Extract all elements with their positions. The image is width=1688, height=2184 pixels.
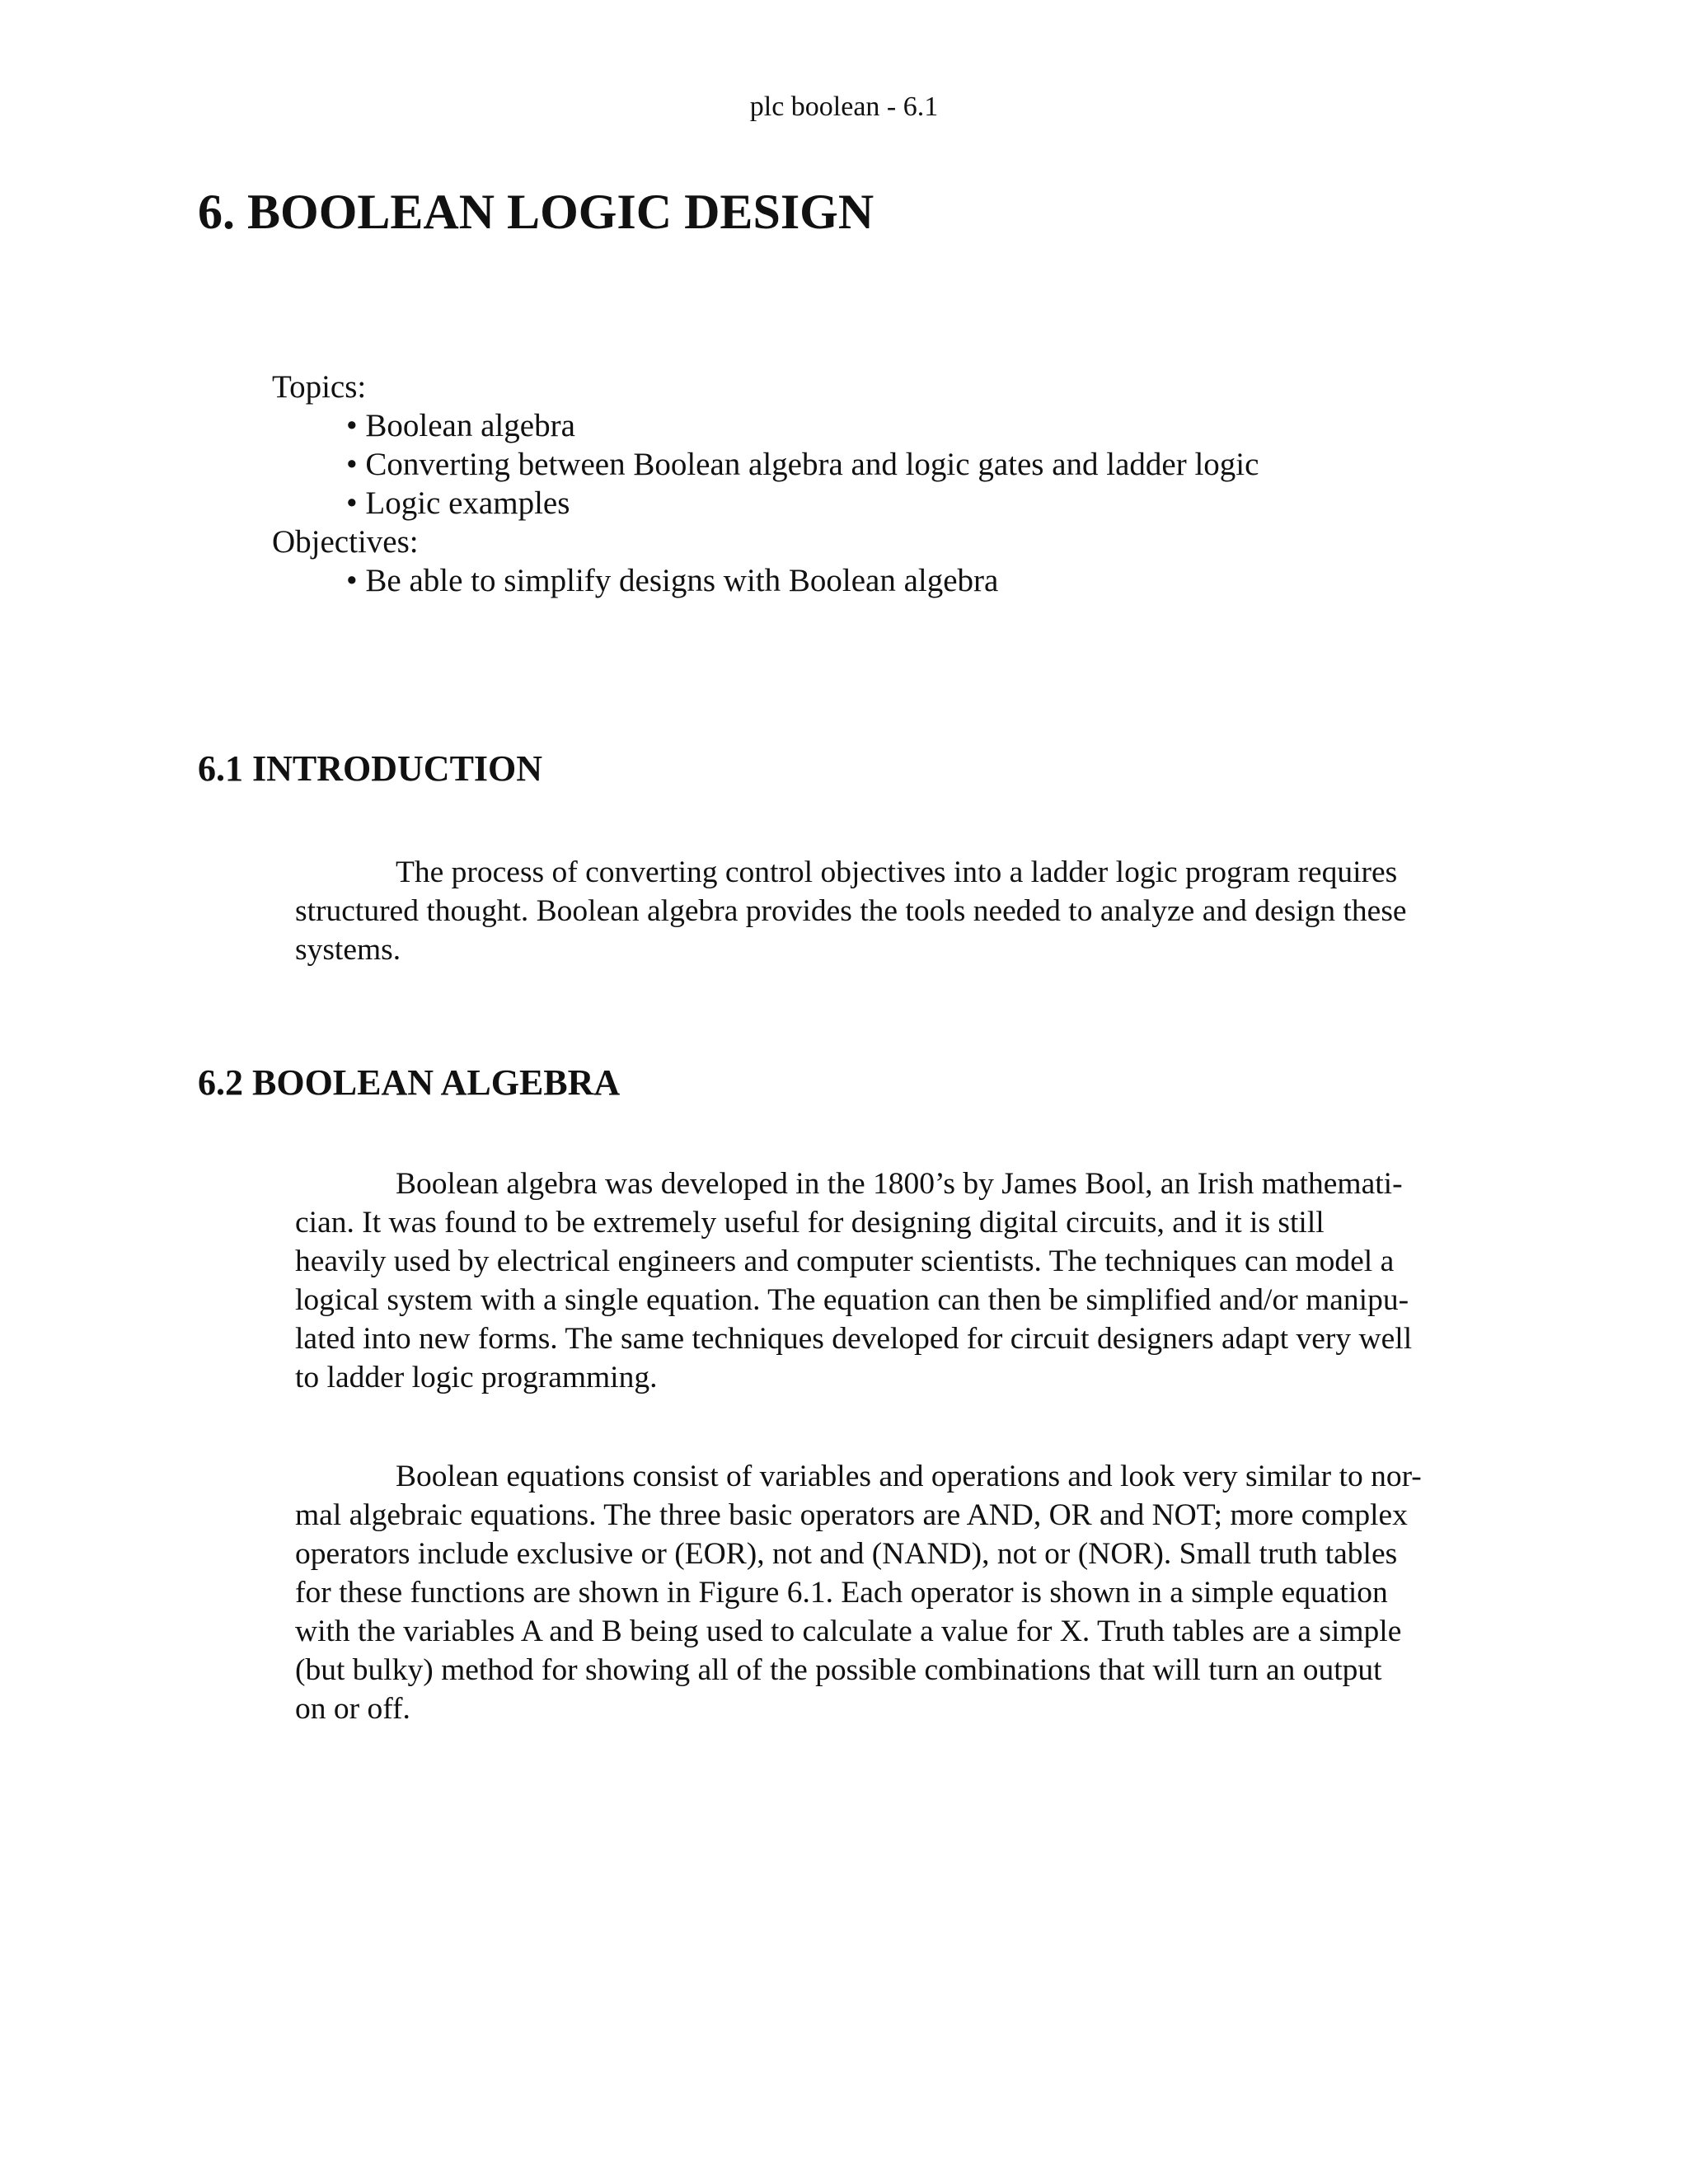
paragraph-line: The process of converting control objectives into a ladder logic program requires — [396, 855, 1398, 889]
objectives-list — [346, 561, 1508, 600]
paragraph-line: Boolean algebra was developed in the 1800’s by James Bool, an Irish mathemati- — [396, 1167, 1403, 1201]
running-header: plc boolean - 6.1 — [749, 91, 939, 122]
chapter-title: 6. BOOLEAN LOGIC DESIGN — [198, 185, 874, 239]
topics-label: Topics: — [272, 369, 367, 405]
paragraph-line: for these functions are shown in Figure 6.1. Each operator is shown in a simple equation — [295, 1576, 1388, 1610]
paragraph-line: on or off. — [295, 1692, 410, 1726]
section-heading-boolean-algebra: 6.2 BOOLEAN ALGEBRA — [198, 1062, 621, 1103]
topics-objectives-block — [272, 368, 1508, 600]
paragraph-line: cian. It was found to be extremely useful for designing digital circuits, and it is still — [295, 1206, 1325, 1240]
topics-item: • Logic examples — [346, 485, 570, 521]
topics-item: • Converting between Boolean algebra and logic gates and ladder logic — [346, 447, 1259, 482]
paragraph-line: systems. — [295, 933, 401, 967]
introduction-paragraph — [295, 853, 1482, 969]
paragraph-line: structured thought. Boolean algebra provides the tools needed to analyze and design these — [295, 894, 1407, 928]
boolean-algebra-paragraph-2 — [295, 1457, 1482, 1728]
paragraph-line: lated into new forms. The same techniques developed for circuit designers adapt very well — [295, 1322, 1413, 1356]
paragraph-line: to ladder logic programming. — [295, 1361, 658, 1394]
section-heading-introduction: 6.1 INTRODUCTION — [198, 748, 543, 789]
paragraph-line: mal algebraic equations. The three basic operators are AND, OR and NOT; more complex — [295, 1498, 1408, 1532]
paragraph-line: Boolean equations consist of variables and operations and look very similar to nor- — [396, 1460, 1422, 1493]
topics-list — [346, 406, 1508, 523]
topics-item: • Boolean algebra — [346, 408, 575, 443]
objectives-label: Objectives: — [272, 524, 419, 560]
paragraph-line: with the variables A and B being used to calculate a value for X. Truth tables are a simple — [295, 1615, 1402, 1648]
paragraph-line: heavily used by electrical engineers and computer scientists. The techniques can model a — [295, 1244, 1395, 1278]
paragraph-line: operators include exclusive or (EOR), not and (NAND), not or (NOR). Small truth tables — [295, 1537, 1398, 1571]
paragraph-line: (but bulky) method for showing all of the possible combinations that will turn an output — [295, 1653, 1382, 1687]
paragraph-line: logical system with a single equation. The equation can then be simplified and/or manipu- — [295, 1283, 1409, 1317]
boolean-algebra-paragraph-1 — [295, 1165, 1482, 1397]
objectives-item: • Be able to simplify designs with Boolean algebra — [346, 563, 999, 598]
